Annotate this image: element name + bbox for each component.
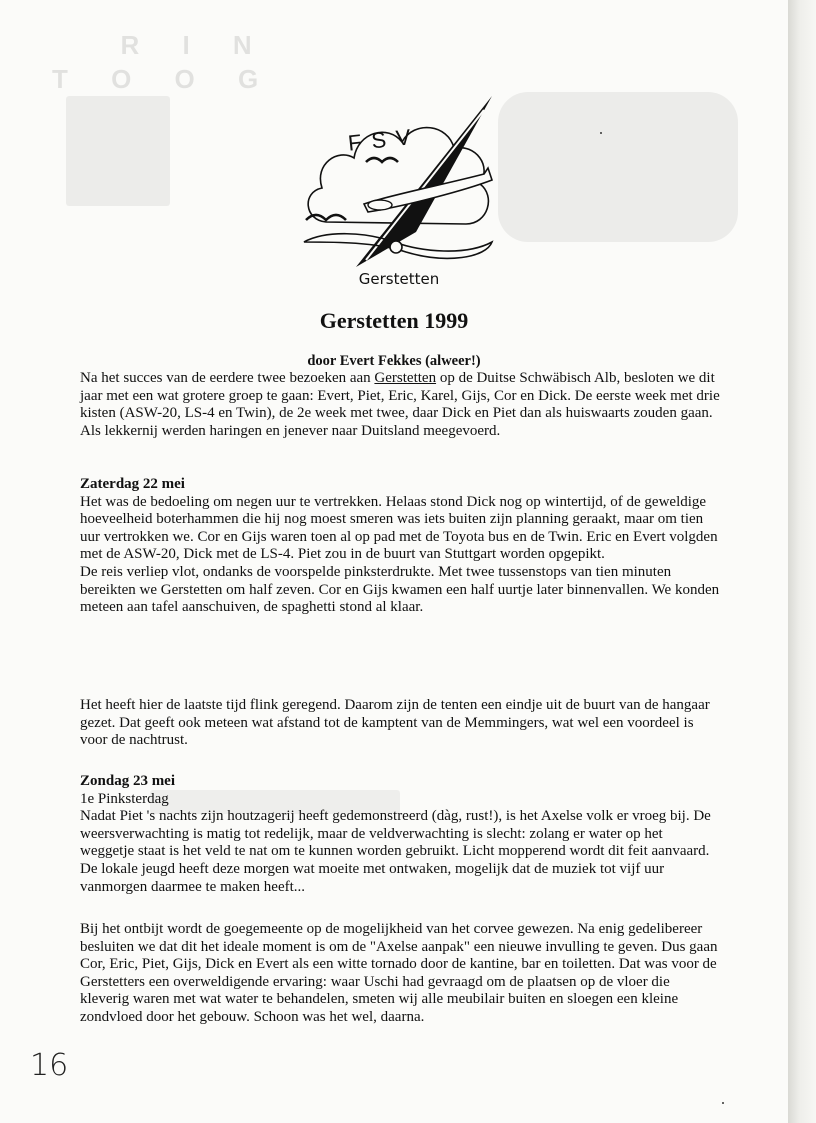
fsv-gerstetten-logo [296, 92, 502, 292]
day1-section [80, 476, 720, 617]
intro-paragraph [80, 370, 720, 440]
day1-heading: Zaterdag 22 mei [80, 476, 185, 492]
article-title: Gerstetten 1999 [319, 308, 469, 333]
day2-section [80, 773, 720, 896]
speck [722, 1102, 724, 1104]
day2-paragraph-2: Bij het ontbijt wordt de goegemeente op de mogelijkheid van het corvee gewezen. Na enig gedelibereer besluiten we dat dit het ideale moment is om de "Axelse aanpak" een nieuwe invulling te geven. Dus gaan Cor, Eric, Piet, Gijs, Dick en Evert als een witte tornado door de kantine, bar en toiletten. Dat was voor de Gerstetters een overweldigende ervaring: waar Uschi had gevraagd om de plaatsen op de vloer die kleverig waren met wat water te behandelen, smeten wij alle meubilair buiten en sloegen een kleine zondvloed door het gebouw. Schoon was het wel, daarna. [80, 921, 718, 1025]
logo-caption: Gerstetten [358, 270, 440, 288]
bleed-through-block [66, 96, 170, 206]
day1-paragraph-3-block [80, 697, 720, 750]
speck [600, 132, 602, 134]
bleed-through-block [498, 92, 738, 242]
day1-paragraph-2: De reis verliep vlot, ondanks de voorspelde pinksterdrukte. Met twee tussenstops van tien minuten bereikten we Gerstetten om half zeven. Cor en Gijs kwamen een half uurtje later binnenvallen. We konden meteen aan tafel aanschuiven, de spaghetti stond al klaar. [80, 563, 720, 616]
page-number: 16 [30, 1048, 69, 1083]
article-byline: door Evert Fekkes (alweer!) [307, 353, 481, 369]
day2-heading: Zondag 23 mei [80, 773, 176, 789]
bird-icon [306, 215, 346, 220]
gerstetten-link[interactable]: Gerstetten [374, 370, 437, 386]
intro-text-before: Na het succes van de eerdere twee bezoeken aan [80, 370, 375, 386]
day2-paragraph-1: Nadat Piet 's nachts zijn houtzagerij heeft gedemonstreerd (dàg, rust!), is het Axelse volk er vroeg bij. De weersverwachting is matig tot redelijk, maar de veldverwachting is slecht: zolang er water op het weggetje staat is het veld te nat om te kunnen worden gebruikt. Licht mopperend wordt dit feit aanvaard. De lokale jeugd heeft deze morgen wat moeite met ontwaken, mogelijk dat de muziek tot vijf uur vanmorgen daarmee te maken heeft... [80, 808, 711, 895]
logo-letters: FSV [346, 123, 422, 156]
day2-paragraph-2-block [80, 921, 720, 1027]
bird-icon [366, 158, 398, 162]
day2-subheading: 1e Pinksterdag [80, 790, 169, 807]
day1-paragraph-1: Het was de bedoeling om negen uur te vertrekken. Helaas stond Dick nog op wintertijd, of de geweldige hoeveelheid boterhammen die hij nog moest smeren was iets buiten zijn planning geraakt, maar om tien uur vertrokken we. Cor en Gijs waren toen al op pad met de Toyota bus en de Twin. Eric en Evert volgden met de ASW-20, Dick met de LS-4. Piet zou in de buurt van Stuttgart worden opgepikt. [80, 493, 718, 563]
bleed-through-text: R I N [70, 30, 270, 60]
day1-paragraph-3: Het heeft hier de laatste tijd flink geregend. Daarom zijn de tenten een eindje uit de buurt van de hangaar gezet. Dat geeft ook meteen wat afstand tot de kamptent van de Memmingers, wat wel een voordeel is voor de nachtrust. [80, 697, 710, 749]
intro-text-after: op de Duitse Schwäbisch Alb, besloten we dit jaar met een wat grotere groep te gaan: Evert, Piet, Eric, Karel, Gijs, Cor en Dick. De eerste week met drie kisten (ASW-20, LS-4 en Twin), de 2e week met twee, daar Dick en Piet dan als huiswaarts zouden gaan. Als lekkernij werden haringen en jenever naar Duitsland meegevoerd. [80, 370, 720, 439]
propeller-hub-icon [390, 241, 402, 253]
bleed-through-text: T O O G [52, 64, 277, 94]
page-binding-edge [788, 0, 816, 1123]
